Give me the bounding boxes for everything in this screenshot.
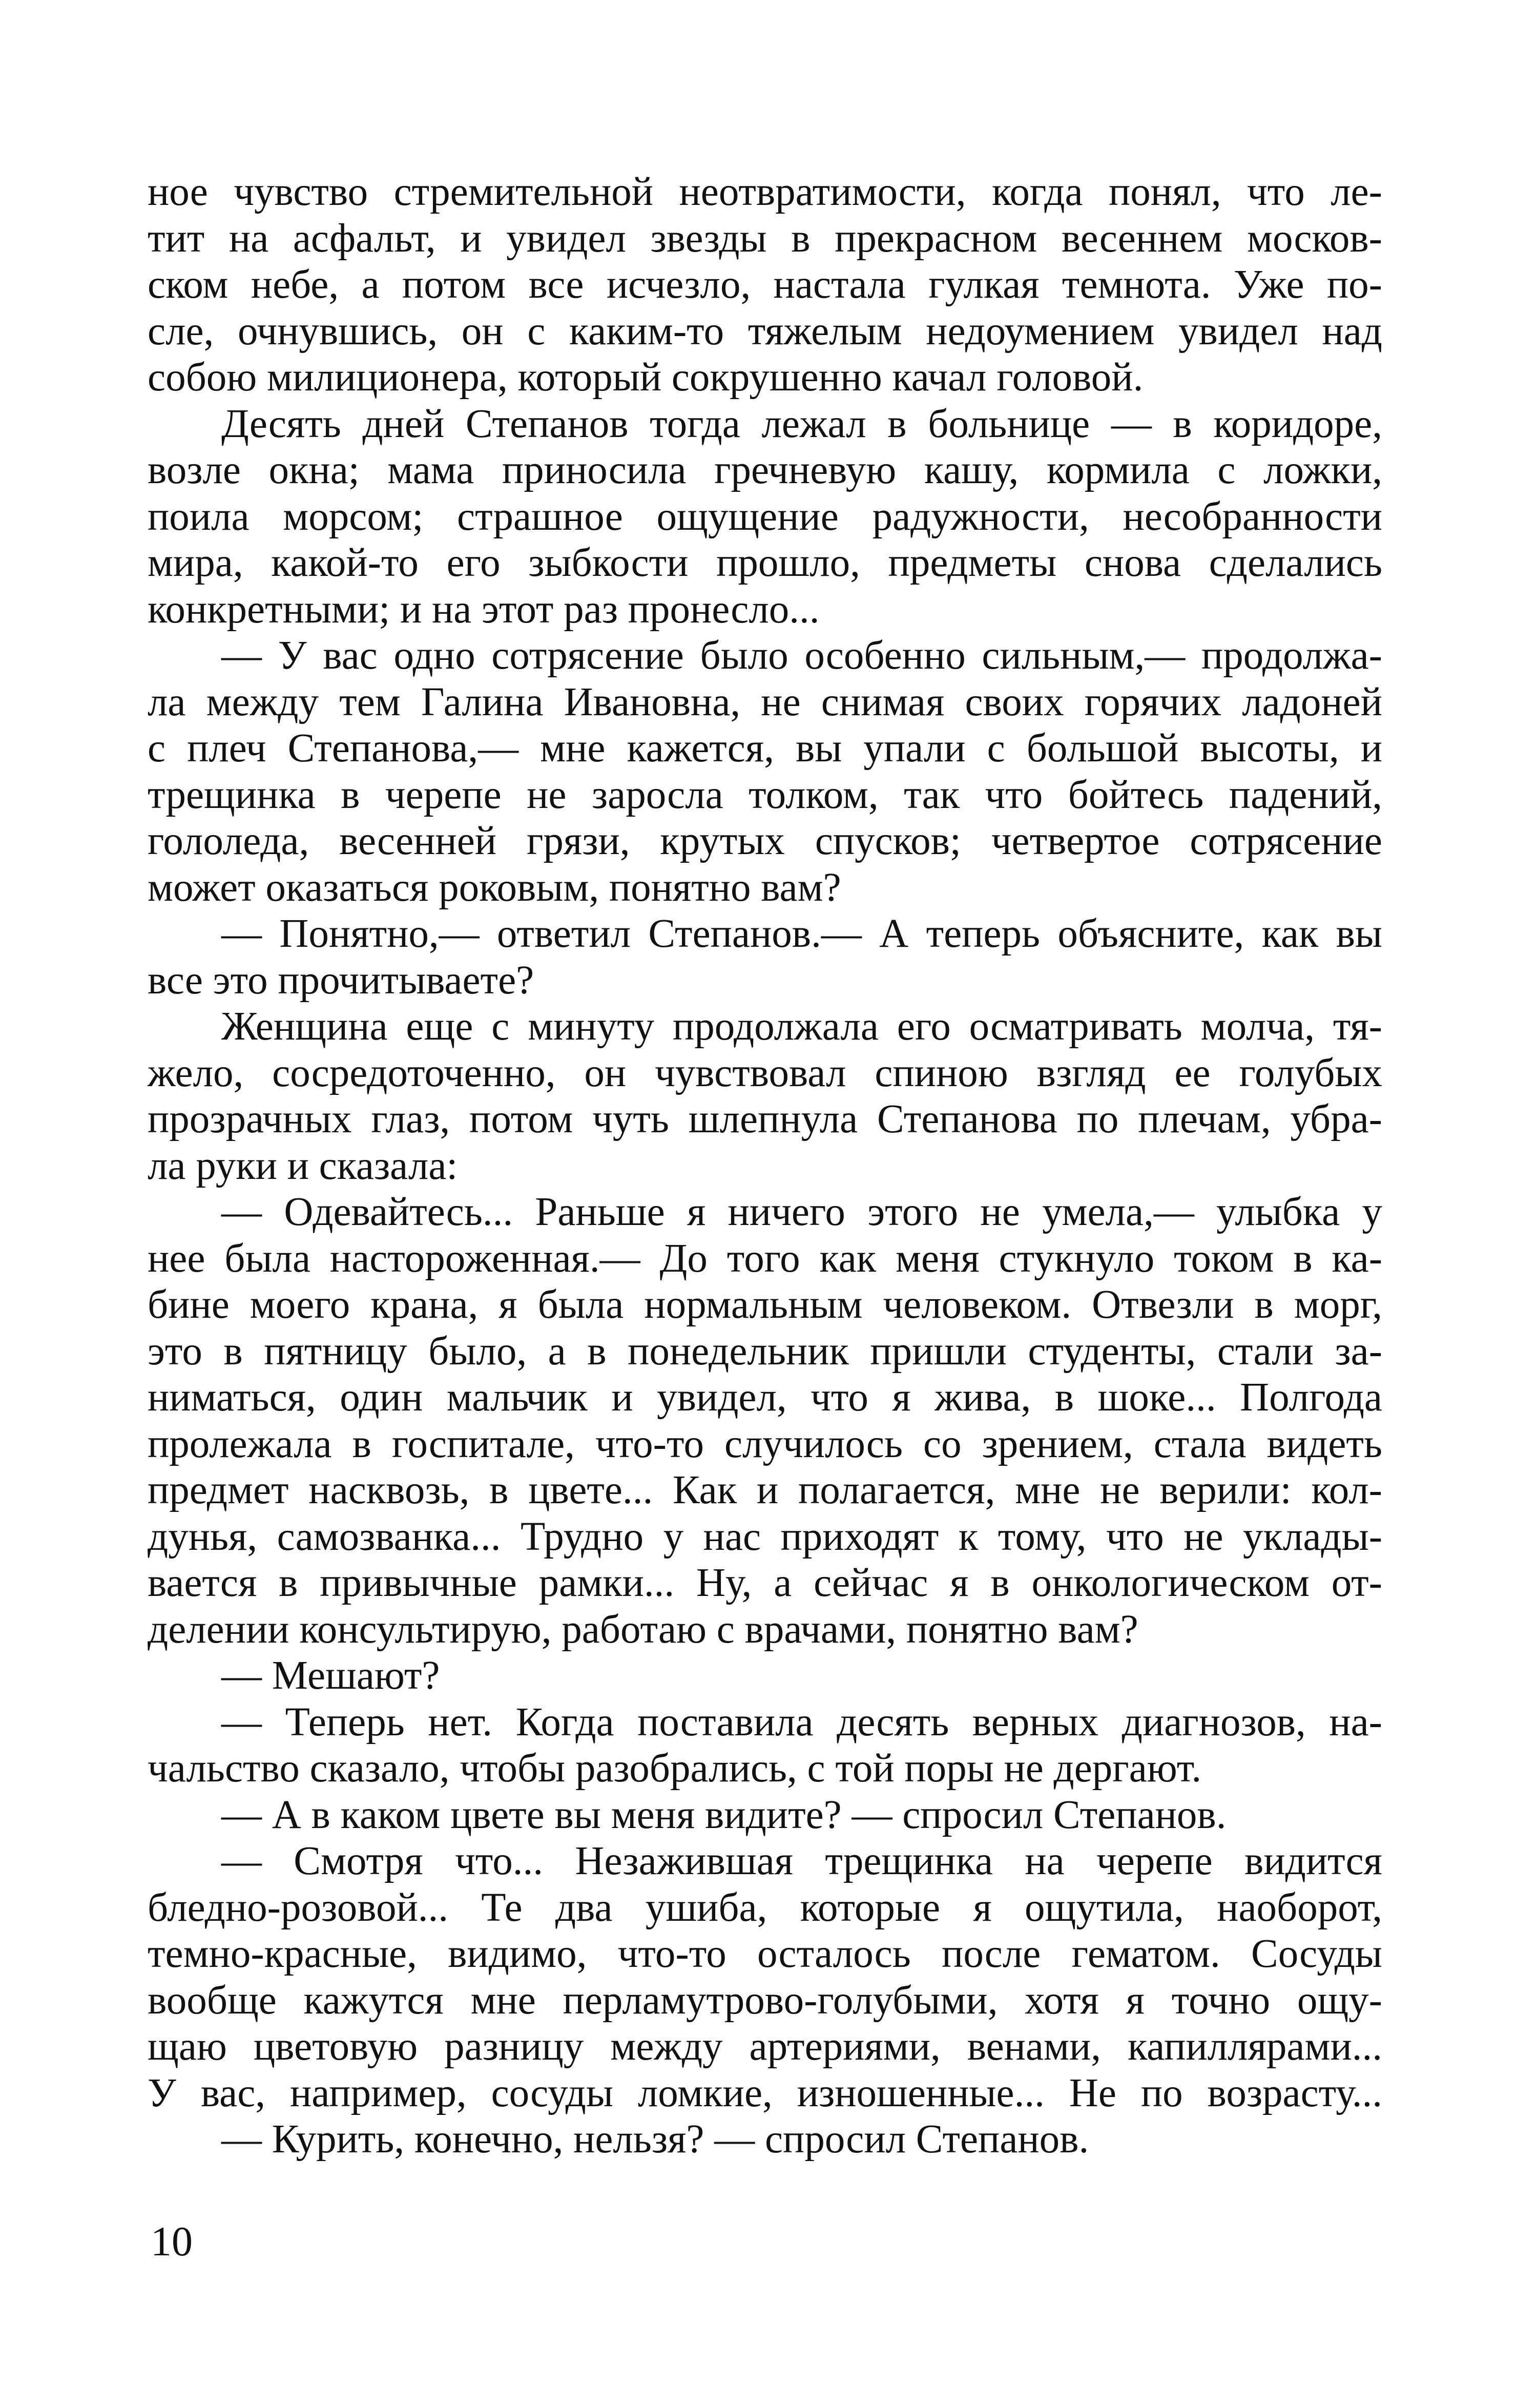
text-line: трещинка в черепе не заросла толком, так что бойтесь падений, — [148, 772, 1382, 817]
text-line: может оказаться роковым, понятно вам? — [148, 865, 841, 910]
text-line: собою милиционера, который сокрушенно качал головой. — [148, 355, 1144, 400]
text-line: мира, какой-то его зыбкости прошло, предметы снова сделались — [148, 541, 1382, 585]
text-line: гололеда, весенней грязи, крутых спусков; четвертое сотрясение — [148, 819, 1382, 863]
text-line: пролежала в госпитале, что-то случилось со зрением, стала видеть — [148, 1421, 1382, 1466]
text-line: темно-красные, видимо, что-то осталось после гематом. Сосуды — [148, 1932, 1382, 1976]
text-line: все это прочитываете? — [148, 958, 534, 1003]
text-line: бледно-розовой... Те два ушиба, которые я ощутила, наоборот, — [148, 1885, 1382, 1930]
page-number: 10 — [151, 2218, 193, 2265]
text-line: вается в привычные рамки... Ну, а сейчас я в онкологическом от- — [148, 1561, 1382, 1605]
text-line: это в пятницу было, а в понедельник пришли студенты, стали за- — [148, 1328, 1382, 1374]
text-line: — Понятно,— ответил Степанов.— А теперь объясните, как вы — [221, 911, 1382, 956]
text-line: жело, сосредоточенно, он чувствовал спиною взгляд ее голубых — [148, 1050, 1382, 1095]
text-line: предмет насквозь, в цвете... Как и полагается, мне не верили: кол- — [148, 1468, 1382, 1512]
text-line: ное чувство стремительной неотвратимости, когда понял, что ле- — [148, 170, 1382, 214]
text-line: конкретными; и на этот раз пронесло... — [148, 587, 820, 632]
text-line: ском небе, а потом все исчезло, настала гулкая темнота. Уже по- — [148, 262, 1382, 307]
text-line: чальство сказало, чтобы разобрались, с той поры не дергают. — [148, 1746, 1202, 1791]
text-line: — Смотря что... Незажившая трещинка на черепе видится — [221, 1839, 1382, 1883]
text-line: дунья, самозванка... Трудно у нас приходят к тому, что не уклады- — [148, 1514, 1382, 1559]
text-line: сле, очнувшись, он с каким-то тяжелым недоумением увидел над — [148, 308, 1382, 354]
text-line: поила морсом; страшное ощущение радужности, несобранности — [148, 494, 1382, 539]
text-line: бине моего крана, я была нормальным человеком. Отвезли в морг, — [148, 1282, 1382, 1327]
text-line: ниматься, один мальчик и увидел, что я жива, в шоке... Полгода — [148, 1375, 1382, 1420]
text-line: тит на асфальт, и увидел звезды в прекрасном весеннем москов- — [148, 216, 1382, 261]
text-line: щаю цветовую разницу между артериями, венами, капиллярами... — [148, 2024, 1382, 2069]
text-line: Женщина еще с минуту продолжала его осматривать молча, тя- — [221, 1004, 1382, 1049]
text-line: возле окна; мама приносила гречневую кашу, кормила с ложки, — [148, 448, 1382, 492]
text-line: вообще кажутся мне перламутрово-голубыми, хотя я точно ощу- — [148, 1978, 1382, 2023]
text-line: — Курить, конечно, нельзя? — спросил Степанов. — [221, 2117, 1089, 2162]
text-line: — Мешают? — [221, 1653, 440, 1698]
text-line: с плеч Степанова,— мне кажется, вы упали с большой высоты, и — [148, 726, 1382, 771]
text-line: ла руки и сказала: — [148, 1143, 458, 1188]
text-line: У вас, например, сосуды ломкие, изношенные... Не по возрасту... — [148, 2070, 1382, 2115]
text-line: Десять дней Степанов тогда лежал в больнице — в коридоре, — [221, 401, 1382, 446]
text-line: ла между тем Галина Ивановна, не снимая своих горячих ладоней — [148, 679, 1382, 724]
text-line: — Одевайтесь... Раньше я ничего этого не умела,— улыбка у — [221, 1190, 1382, 1234]
text-line: — А в каком цвете вы меня видите? — спросил Степанов. — [221, 1792, 1227, 1837]
text-line: нее была настороженная.— До того как меня стукнуло током в ка- — [148, 1236, 1382, 1281]
text-line: прозрачных глаз, потом чуть шлепнула Степанова по плечам, убра- — [148, 1097, 1382, 1141]
text-line: делении консультирую, работаю с врачами, понятно вам? — [148, 1607, 1138, 1652]
body-text — [148, 169, 1382, 2163]
text-line: — У вас одно сотрясение было особенно сильным,— продолжа- — [221, 633, 1382, 678]
text-line: — Теперь нет. Когда поставила десять верных диагнозов, на- — [221, 1699, 1382, 1745]
